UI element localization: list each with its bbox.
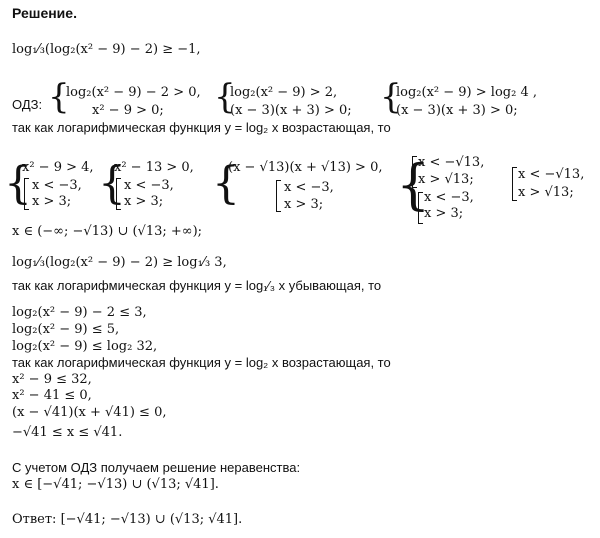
t1-line3: x > 3;	[32, 194, 72, 209]
step-r2: log₂(x² − 9) ≤ 5,	[12, 322, 120, 337]
increasing-note-1: так как логарифмическая функция y = log₂ x возрастающая, то	[12, 120, 391, 135]
union-bracket	[116, 178, 121, 210]
domain-result: x ∈ (−∞; −√13) ∪ (√13; +∞);	[12, 224, 203, 239]
system2-line1: log₂(x² − 9) > 2,	[230, 85, 338, 100]
system-brace: {	[98, 158, 126, 209]
system3-line1: log₂(x² − 9) > log₂ 4 ,	[396, 85, 537, 100]
step-r6: (x − √41)(x + √41) ≤ 0,	[12, 405, 167, 420]
system1-line1: log₂(x² − 9) − 2 > 0,	[66, 85, 201, 100]
t3-line3: x > 3;	[284, 197, 324, 212]
union-bracket	[412, 156, 417, 188]
odz-label: ОДЗ:	[12, 97, 43, 112]
union-bracket	[24, 178, 29, 210]
t3-line1: (x − √13)(x + √13) > 0,	[228, 160, 383, 175]
step-r7: −√41 ≤ x ≤ √41.	[12, 425, 123, 440]
system-brace: {	[396, 153, 431, 216]
increasing-note-2: так как логарифмическая функция y = log₂ x возрастающая, то	[12, 355, 391, 370]
system-brace: {	[214, 77, 236, 117]
solution-heading: Решение.	[12, 5, 77, 21]
t4-line1: x < −√13,	[418, 155, 485, 170]
system-brace: {	[48, 77, 70, 117]
t4-line4: x > 3;	[424, 206, 464, 221]
system-brace: {	[212, 158, 240, 209]
union-bracket	[276, 180, 281, 212]
t4-line3: x < −3,	[424, 190, 474, 205]
t2-line3: x > 3;	[124, 194, 164, 209]
t4-line2: x > √13;	[418, 172, 474, 187]
t1-line2: x < −3,	[32, 178, 82, 193]
step-r4: x² − 9 ≤ 32,	[12, 372, 92, 387]
union-bracket	[418, 192, 423, 224]
system-brace: {	[4, 158, 32, 209]
step-r5: x² − 41 ≤ 0,	[12, 388, 92, 403]
system2-line2: (x − 3)(x + 3) > 0;	[230, 103, 352, 118]
final-set: x ∈ [−√41; −√13) ∪ (√13; √41].	[12, 477, 219, 492]
answer-line: Ответ: [−√41; −√13) ∪ (√13; √41].	[12, 512, 243, 527]
system3-line2: (x − 3)(x + 3) > 0;	[396, 103, 518, 118]
union-bracket	[512, 167, 517, 201]
t2-line1: x² − 13 > 0,	[114, 160, 194, 175]
t5-line1: x < −√13,	[518, 167, 585, 182]
t1-line1: x² − 9 > 4,	[22, 160, 94, 175]
rewritten-inequality: log₁⁄₃(log₂(x² − 9) − 2) ≥ log₁⁄₃ 3,	[12, 255, 227, 270]
step-r3: log₂(x² − 9) ≤ log₂ 32,	[12, 339, 158, 354]
system1-line2: x² − 9 > 0;	[92, 103, 164, 118]
conclusion-text: С учетом ОДЗ получаем решение неравенства:	[12, 460, 301, 475]
original-inequality: log₁⁄₃(log₂(x² − 9) − 2) ≥ −1,	[12, 42, 201, 57]
system-brace: {	[380, 77, 402, 117]
step-r1: log₂(x² − 9) − 2 ≤ 3,	[12, 305, 147, 320]
t3-line2: x < −3,	[284, 180, 334, 195]
decreasing-note: так как логарифмическая функция y = log₁⁄₃ x убывающая, то	[12, 278, 382, 293]
t5-line2: x > √13;	[518, 185, 574, 200]
t2-line2: x < −3,	[124, 178, 174, 193]
